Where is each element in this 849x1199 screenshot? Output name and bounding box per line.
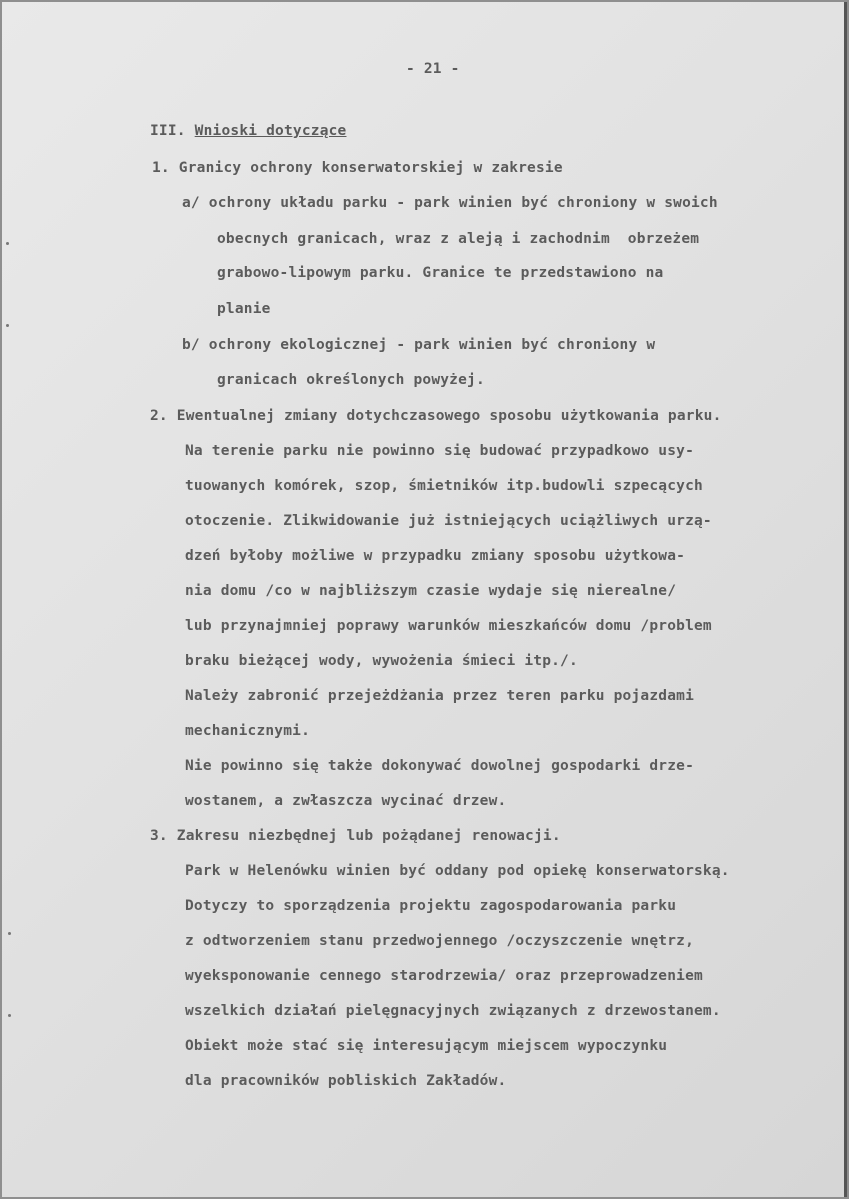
section-heading: [150, 122, 346, 140]
section-number: III.: [150, 123, 186, 139]
section-title: Wnioski dotyczące: [194, 123, 347, 139]
text-line: b/ ochrony ekologicznej - park winien być chroniony w: [182, 337, 656, 353]
text-line: wostanem, a zwłaszcza wycinać drzew.: [185, 793, 507, 809]
text-line: Park w Helenówku winien być oddany pod opiekę konserwatorską.: [185, 863, 730, 879]
text-line: lub przynajmniej poprawy warunków mieszkańców domu /problem: [185, 618, 712, 634]
text-line: nia domu /co w najbliższym czasie wydaje się nierealne/: [185, 583, 677, 599]
scan-speck: [6, 242, 9, 245]
scan-speck: [8, 1014, 11, 1017]
text-line: dzeń byłoby możliwe w przypadku zmiany sposobu użytkowa-: [185, 548, 686, 564]
text-line: 3. Zakresu niezbędnej lub pożądanej renowacji.: [150, 828, 561, 844]
text-line: 1. Granicy ochrony konserwatorskiej w zakresie: [152, 160, 563, 176]
text-line: z odtworzeniem stanu przedwojennego /oczyszczenie wnętrz,: [185, 933, 694, 949]
scan-speck: [8, 932, 11, 935]
text-line: Należy zabronić przejeżdżania przez teren parku pojazdami: [185, 688, 694, 704]
text-line: wszelkich działań pielęgnacyjnych związanych z drzewostanem.: [185, 1003, 721, 1019]
text-line: Na terenie parku nie powinno się budować przypadkowo usy-: [185, 443, 694, 459]
text-line: wyeksponowanie cennego starodrzewia/ oraz przeprowadzeniem: [185, 968, 703, 984]
scan-speck: [6, 324, 9, 327]
document-page: [2, 2, 847, 1197]
text-line: obecnych granicach, wraz z aleją i zachodnim obrzeżem: [217, 231, 700, 247]
text-line: a/ ochrony układu parku - park winien być chroniony w swoich: [182, 195, 718, 211]
text-line: Dotyczy to sporządzenia projektu zagospodarowania parku: [185, 898, 677, 914]
text-line: tuowanych komórek, szop, śmietników itp.budowli szpecących: [185, 478, 703, 494]
text-line: otoczenie. Zlikwidowanie już istniejących uciążliwych urzą-: [185, 513, 712, 529]
text-line: granicach określonych powyżej.: [217, 372, 485, 388]
text-line: mechanicznymi.: [185, 723, 311, 739]
text-line: 2. Ewentualnej zmiany dotychczasowego sposobu użytkowania parku.: [150, 408, 722, 424]
text-line: planie: [217, 301, 271, 317]
page-number: - 21 -: [406, 61, 460, 77]
text-line: braku bieżącej wody, wywożenia śmieci itp./.: [185, 653, 578, 669]
text-line: grabowo-lipowym parku. Granice te przedstawiono na: [217, 265, 664, 281]
text-line: Nie powinno się także dokonywać dowolnej gospodarki drze-: [185, 758, 694, 774]
text-line: dla pracowników pobliskich Zakładów.: [185, 1073, 507, 1089]
text-line: Obiekt może stać się interesującym miejscem wypoczynku: [185, 1038, 668, 1054]
